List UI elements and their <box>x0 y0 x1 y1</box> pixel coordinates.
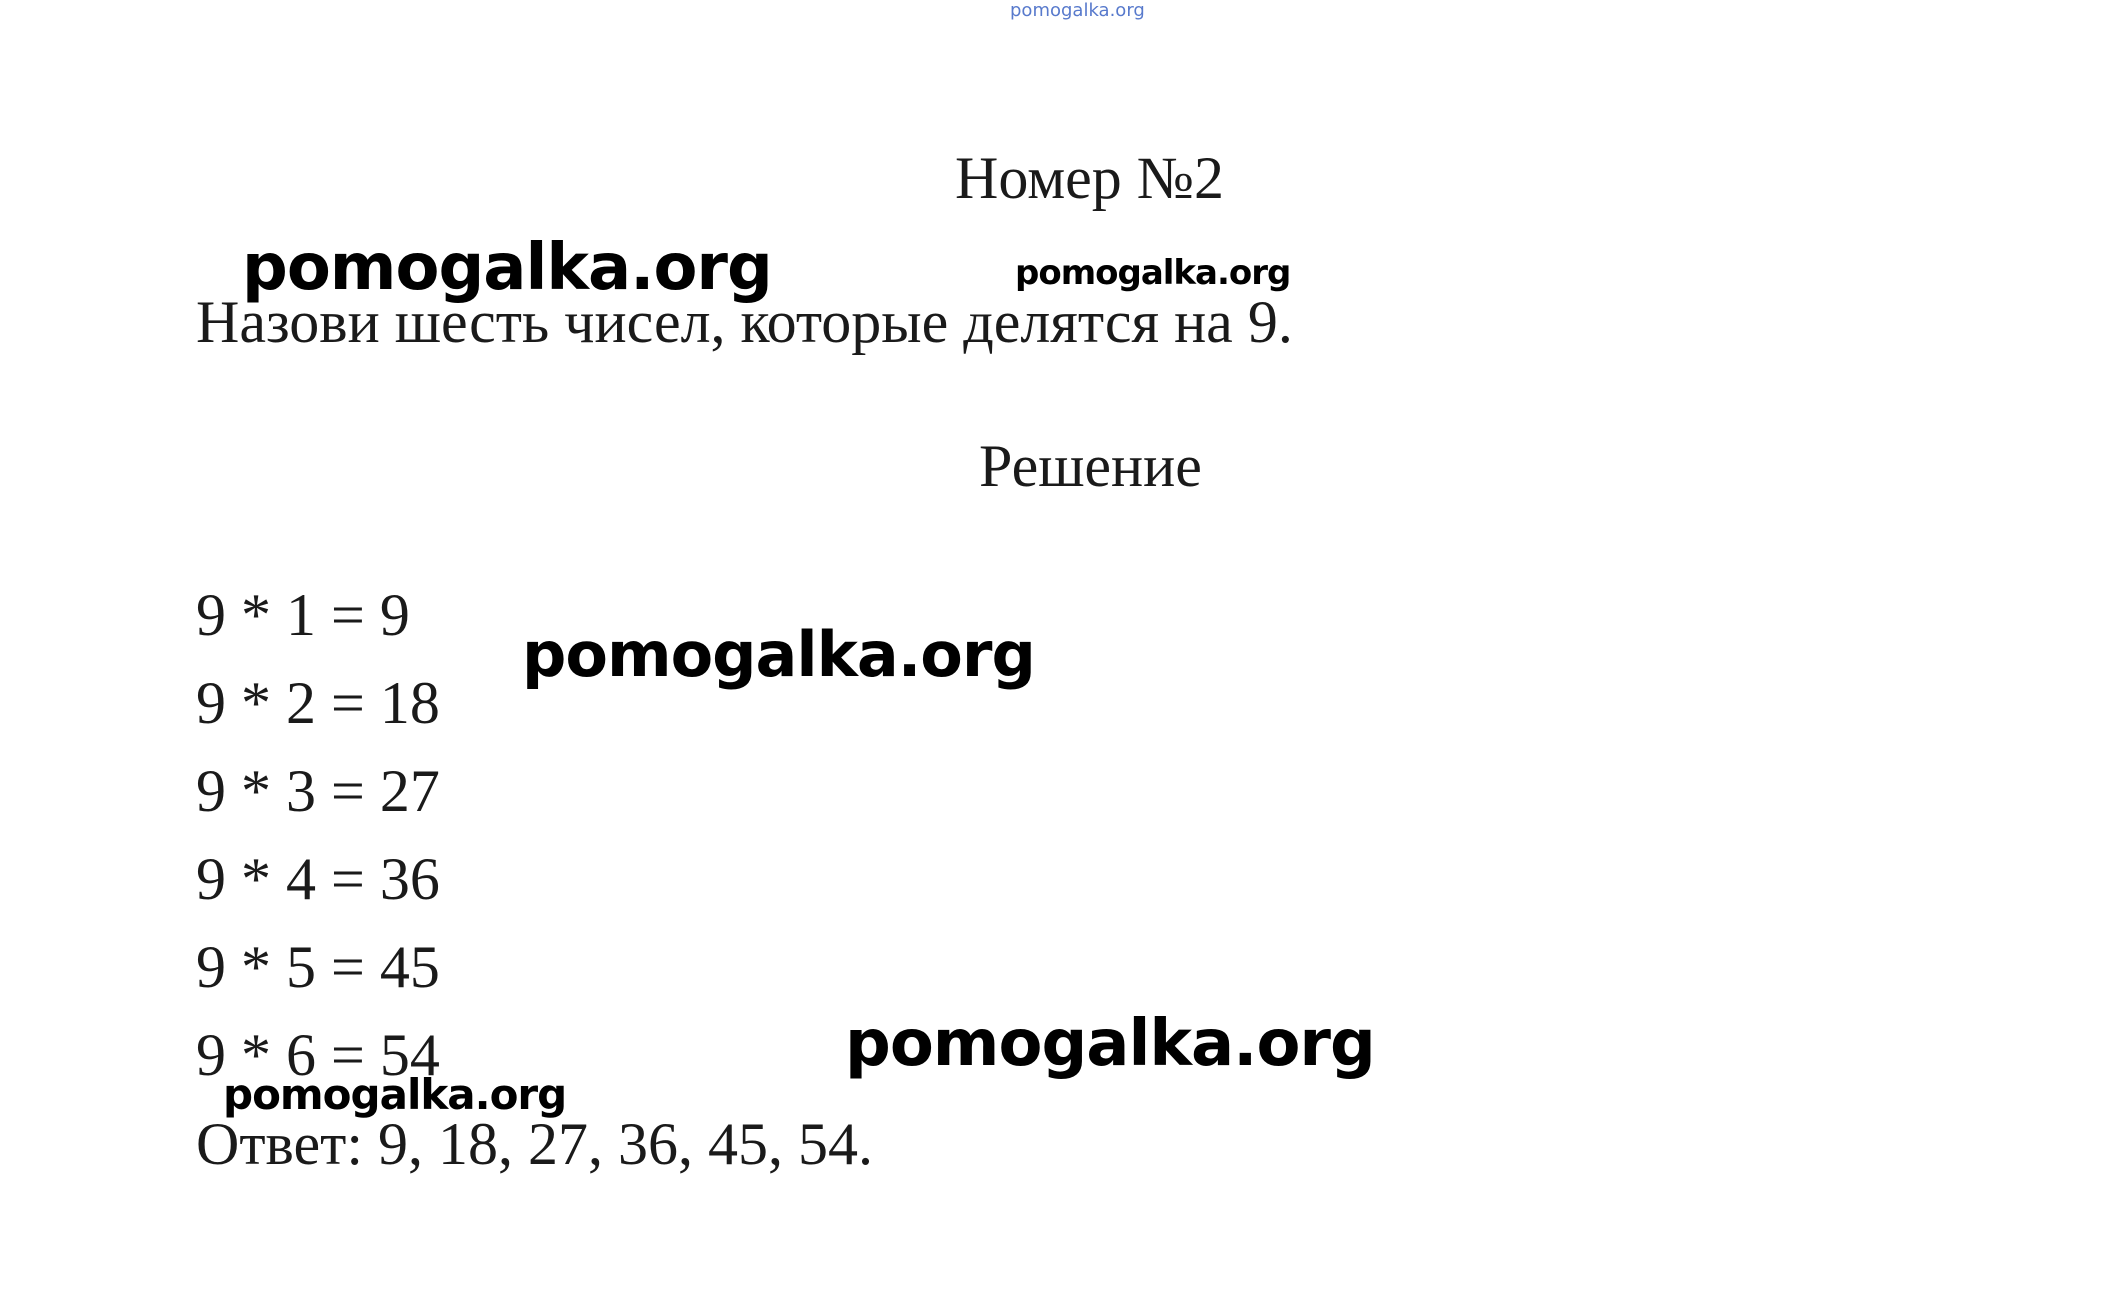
equation-line: 9 * 3 = 27 <box>196 758 440 824</box>
equation-line: 9 * 5 = 45 <box>196 934 440 1000</box>
equation-line: 9 * 6 = 54 <box>196 1022 440 1088</box>
watermark-lower-left: pomogalka.org <box>223 1070 567 1119</box>
watermark-upper-left: pomogalka.org <box>242 231 772 305</box>
watermark-upper-right: pomogalka.org <box>1015 253 1291 293</box>
solution-heading: Решение <box>979 433 1202 499</box>
equation-line: 9 * 4 = 36 <box>196 846 440 912</box>
answer-text: Ответ: 9, 18, 27, 36, 45, 54. <box>196 1111 874 1177</box>
equation-list <box>196 582 440 1113</box>
equation-line: 9 * 1 = 9 <box>196 582 410 648</box>
task-text: Назови шесть чисел, которые делятся на 9. <box>196 289 1293 355</box>
watermark-top: pomogalka.org <box>1010 0 1145 21</box>
watermark-middle: pomogalka.org <box>522 618 1035 691</box>
problem-title: Номер №2 <box>955 145 1225 211</box>
equation-line: 9 * 2 = 18 <box>196 670 440 736</box>
watermark-lower-right: pomogalka.org <box>845 1007 1375 1081</box>
